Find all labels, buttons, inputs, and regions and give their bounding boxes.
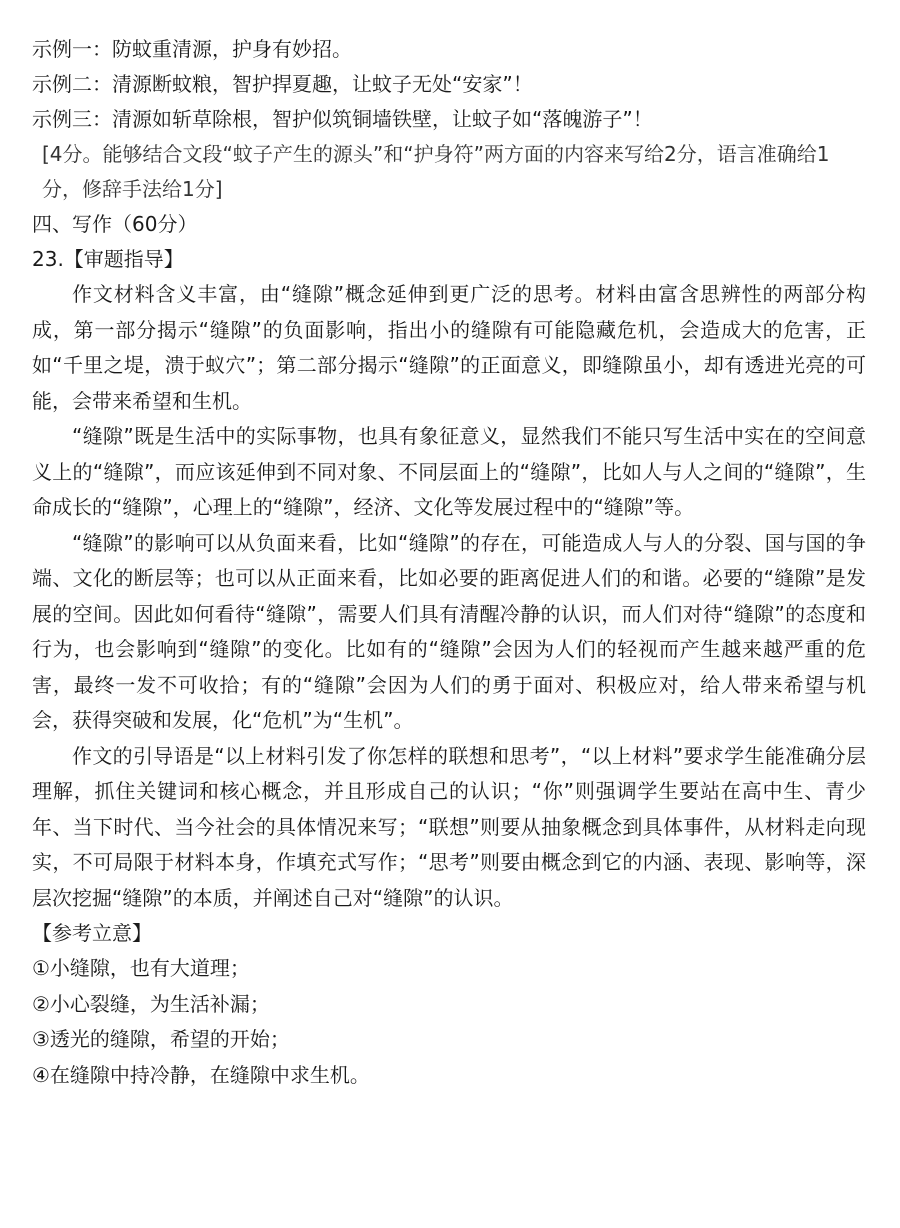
guidance-paragraph-3: “缝隙”的影响可以从负面来看，比如“缝隙”的存在，可能造成人与人的分裂、国与国的争端、文化的断层等；也可以从正面来看，比如必要的距离促进人们的和谐。必要的“缝隙”是发展的空间。因此如何看待“缝隙”，需要人们具有清醒冷静的认识，而人们对待“缝隙”的态度和行为，也会影响到“缝隙”的变化。比如有的“缝隙”会因为人们的轻视而产生越来越严重的危害，最终一发不可收拾；有的“缝隙”会因为人们的勇于面对、积极应对，给人带来希望与机会，获得突破和发展，化“危机”为“生机”。 xyxy=(32,530,866,732)
example-three: 示例三：清源如斩草除根，智护似筑铜墙铁壁，让蚊子如“落魄游子”！ xyxy=(32,107,653,131)
question-23-heading: 23.【审题指导】 xyxy=(32,247,184,271)
reference-point-3: ③透光的缝隙，希望的开始； xyxy=(32,1027,290,1051)
reference-point-4: ④在缝隙中持冷静，在缝隙中求生机。 xyxy=(32,1062,370,1087)
guidance-paragraph-2: “缝隙”既是生活中的实际事物，也具有象征意义，显然我们不能只写生活中实在的空间意义上的“缝隙”，而应该延伸到不同对象、不同层面上的“缝隙”，比如人与人之间的“缝隙”，生命成长的“缝隙”，心理上的“缝隙”，经济、文化等发展过程中的“缝隙”等。 xyxy=(32,424,866,519)
reference-heading: 【参考立意】 xyxy=(32,921,152,945)
example-one: 示例一：防蚊重清源，护身有妙招。 xyxy=(32,37,352,61)
section-heading-writing: 四、写作（60分） xyxy=(32,212,198,236)
reference-point-2: ②小心裂缝，为生活补漏； xyxy=(32,991,270,1016)
guidance-paragraph-4: 作文的引导语是“以上材料引发了你怎样的联想和思考”，“以上材料”要求学生能准确分层理解，抓住关键词和核心概念，并且形成自己的认识；“你”则强调学生要站在高中生、青少年、当下时代、当今社会的具体情况来写；“联想”则要从抽象概念到具体事件，从材料走向现实，不可局限于材料本身，作填充式写作；“思考”则要由概念到它的内涵、表现、影响等，深层次挖掘“缝隙”的本质，并阐述自己对“缝隙”的认识。 xyxy=(32,743,866,910)
guidance-paragraph-1: 作文材料含义丰富，由“缝隙”概念延伸到更广泛的思考。材料由富含思辨性的两部分构成，第一部分揭示“缝隙”的负面影响，指出小的缝隙有可能隐藏危机，会造成大的危害，正如“千里之堤，溃于蚁穴”；第二部分揭示“缝隙”的正面意义，即缝隙虽小，却有透进光亮的可能，会带来希望和生机。 xyxy=(32,282,866,413)
example-two: 示例二：清源断蚊粮，智护捍夏趣，让蚊子无处“安家”！ xyxy=(32,72,533,96)
reference-point-1: ①小缝隙，也有大道理； xyxy=(32,956,250,980)
scoring-note: [4分。能够结合文段“蚊子产生的源头”和“护身符”两方面的内容来写给2分，语言准确给1分，修辞手法给1分] xyxy=(42,142,830,201)
